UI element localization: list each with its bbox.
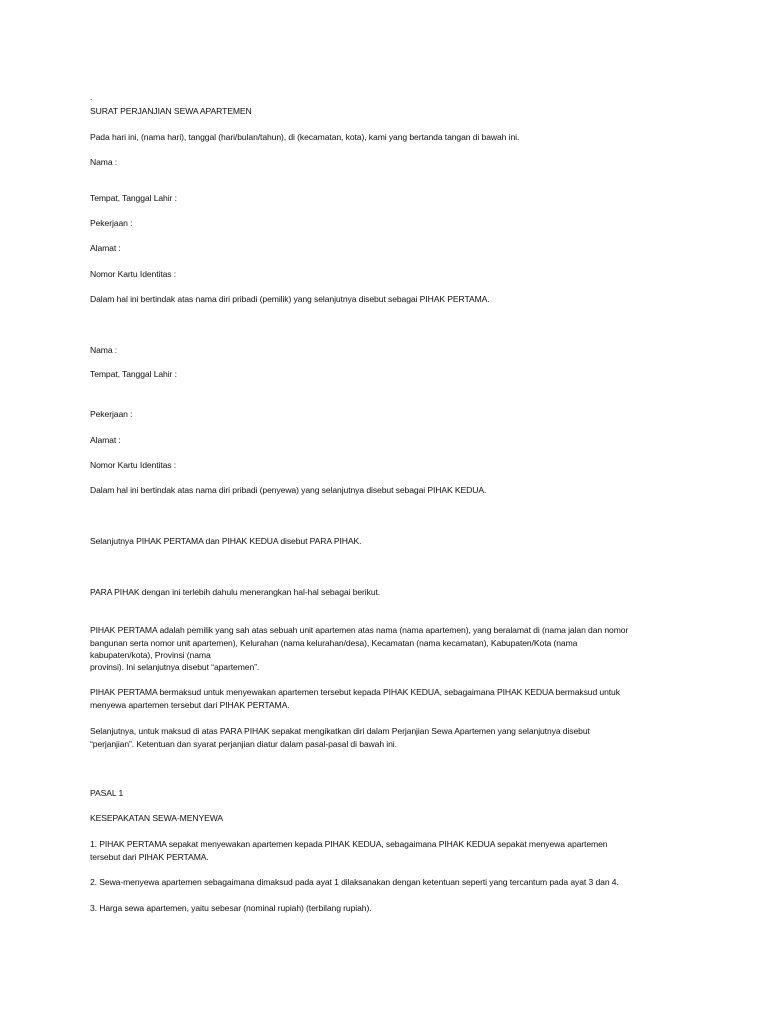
agreement-paragraph-line: Selanjutnya, untuk maksud di atas PARA PIHAK sepakat mengikatkan diri dalam Perjanjian Sewa Apartemen yang selanjutnya disebut: [90, 726, 590, 736]
pasal1-item3: 3. Harga sewa apartemen, yaitu sebesar (nominal rupiah) (terbilang rupiah).: [90, 903, 372, 913]
owner-paragraph-line: bangunan serta nomor unit apartemen), Kelurahan (nama kelurahan/desa), Kecamatan (nama kecamatan), Kabupaten/Kota (nama: [90, 638, 578, 648]
party1-name-field: Nama :: [90, 157, 118, 167]
document-title: SURAT PERJANJIAN SEWA APARTEMEN: [90, 106, 252, 116]
party2-address-field: Alamat :: [90, 435, 121, 445]
party1-birth-field: Tempat, Tanggal Lahir :: [90, 193, 177, 203]
party1-address-field: Alamat :: [90, 243, 121, 253]
owner-paragraph-line: kabupaten/kota), Provinsi (nama: [90, 650, 211, 660]
pasal1-heading: PASAL 1: [90, 788, 124, 798]
owner-paragraph-line: PIHAK PERTAMA adalah pemilik yang sah atas sebuah unit apartemen atas nama (nama apartemen), yang beralamat di (nama jalan dan nomor: [90, 625, 629, 635]
intent-paragraph-line: PIHAK PERTAMA bermaksud untuk menyewakan apartemen tersebut kepada PIHAK KEDUA, sebagaimana PIHAK KEDUA bermaksud untuk: [90, 687, 620, 697]
para-pihak-definition: Selanjutnya PIHAK PERTAMA dan PIHAK KEDUA disebut PARA PIHAK.: [90, 536, 362, 546]
party1-statement: Dalam hal ini bertindak atas nama diri pribadi (pemilik) yang selanjutnya disebut sebagai PIHAK PERTAMA.: [90, 294, 490, 304]
party1-occupation-field: Pekerjaan :: [90, 218, 133, 228]
agreement-paragraph-line: “perjanjian”. Ketentuan dan syarat perjanjian diatur dalam pasal-pasal di bawah ini.: [90, 739, 397, 749]
pasal1-item1-line: 1. PIHAK PERTAMA sepakat menyewakan apartemen kepada PIHAK KEDUA, sebagaimana PIHAK KEDUA sepakat menyewa apartemen: [90, 839, 608, 849]
party2-birth-field: Tempat, Tanggal Lahir :: [90, 369, 177, 379]
intent-paragraph-line: menyewa apartemen tersebut dari PIHAK PERTAMA.: [90, 700, 290, 710]
para-pihak-intro: PARA PIHAK dengan ini terlebih dahulu menerangkan hal-hal sebagai berikut.: [90, 587, 381, 597]
leading-dot: .: [90, 92, 93, 102]
owner-paragraph-line: provinsi). Ini selanjutnya disebut “apartemen”.: [90, 662, 260, 672]
pasal1-item2: 2. Sewa-menyewa apartemen sebagaimana dimaksud pada ayat 1 dilaksanakan dengan ketentuan seperti yang tercantum pada ayat 3 dan 4.: [90, 877, 619, 887]
party2-statement: Dalam hal ini bertindak atas nama diri pribadi (penyewa) yang selanjutnya disebut sebagai PIHAK KEDUA.: [90, 485, 487, 495]
pasal1-subheading: KESEPAKATAN SEWA-MENYEWA: [90, 813, 224, 823]
party1-id-field: Nomor Kartu Identitas :: [90, 269, 177, 279]
pasal1-item1-line: tersebut dari PIHAK PERTAMA.: [90, 852, 209, 862]
party2-occupation-field: Pekerjaan :: [90, 409, 133, 419]
intro-paragraph: Pada hari ini, (nama hari), tanggal (hari/bulan/tahun), di (kecamatan, kota), kami yang bertanda tangan di bawah ini.: [90, 132, 520, 142]
party2-id-field: Nomor Kartu Identitas :: [90, 460, 177, 470]
party2-name-field: Nama :: [90, 345, 118, 355]
